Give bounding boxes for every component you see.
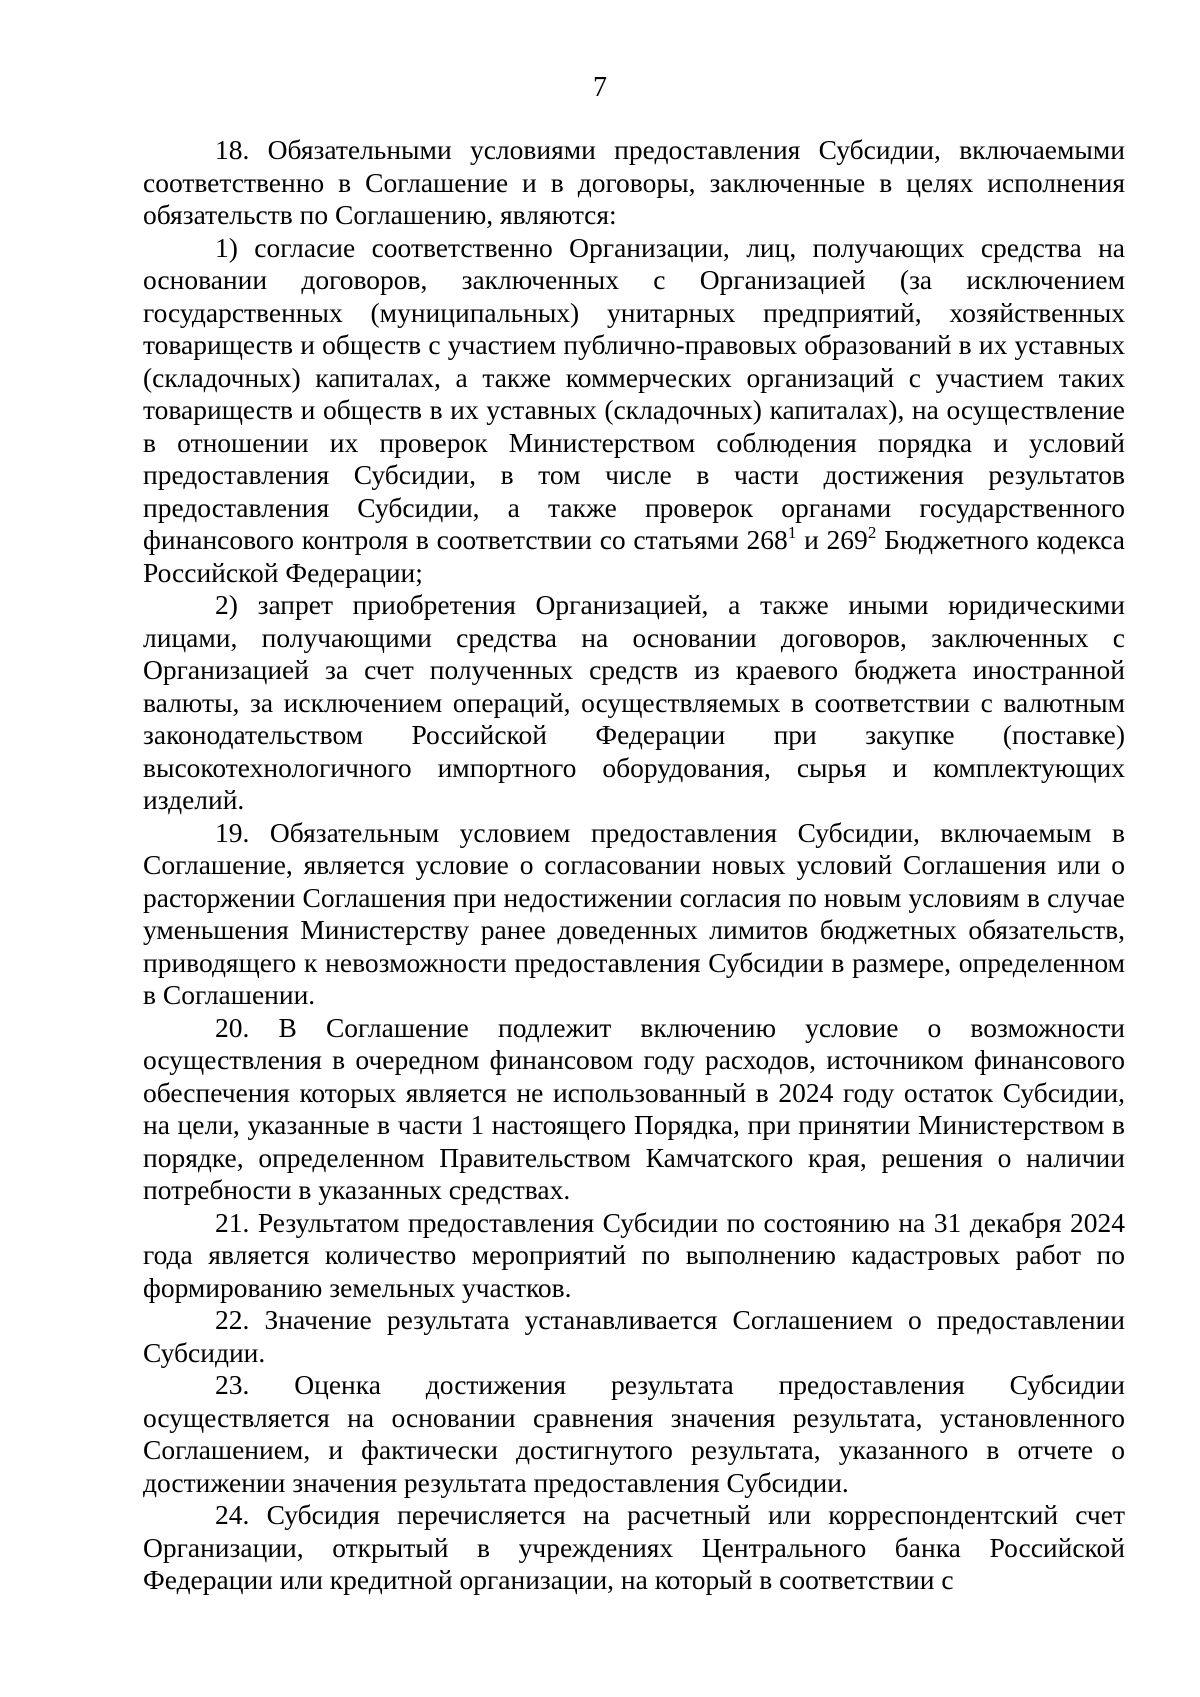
paragraph-23: 23. Оценка достижения результата предоставления Субсидии осуществляется на основании сравнения значения результата, установленного Соглашением, и фактически достигнутого результата, указанного в отчете о достижении значения результата предоставления Субсидии. <box>143 1369 1125 1498</box>
paragraph-22: 22. Значение результата устанавливается Соглашением о предоставлении Субсидии. <box>143 1304 1125 1368</box>
paragraph-19: 19. Обязательным условием предоставления Субсидии, включаемым в Соглашение, является условие о согласовании новых условий Соглашения или о расторжении Соглашения при недостижении согласия по новым условиям в случае уменьшения Министерству ранее доведенных лимитов бюджетных обязательств, приводящего к невозможности предоставления Субсидии в размере, определенном в Соглашении. <box>143 816 1125 1010</box>
page-number: 7 <box>593 72 607 103</box>
document-body <box>143 134 1125 1597</box>
paragraph-18-item-1 <box>143 232 1125 590</box>
paragraph-text: 1) согласие соответственно Организации, лиц, получающих средства на основании договоров, заключенных с Организацией (за исключением государственных (муниципальных) унитарных предприятий, хозяйственных товариществ и обществ с участием публично-правовых образований в их уставных (складочных) капиталах, а также коммерческих организаций с участием таких товариществ и обществ в их уставных (складочных) капиталах), на осуществление в отношении их проверок Министерством соблюдения порядка и условий предоставления Субсидии, в том числе в части достижения результатов предоставления Субсидии, а также проверок органами государственного финансового контроля в соответствии со статьями 268 <box>143 231 1125 555</box>
superscript: 2 <box>867 522 877 542</box>
paragraph-18-item-2: 2) запрет приобретения Организацией, а также иными юридическими лицами, получающими средства на основании договоров, заключенных с Организацией за счет полученных средств из краевого бюджета иностранной валюты, за исключением операций, осуществляемых в соответствии с валютным законодательством Российской Федерации при закупке (поставке) высокотехнологичного импортного оборудования, сырья и комплектующих изделий. <box>143 589 1125 815</box>
paragraph-24: 24. Субсидия перечисляется на расчетный или корреспондентский счет Организации, открытый в учреждениях Центрального банка Российской Федерации или кредитной организации, на который в соответствии с <box>143 1499 1125 1595</box>
paragraph-18: 18. Обязательными условиями предоставления Субсидии, включаемыми соответственно в Соглашение и в договоры, заключенные в целях исполнения обязательств по Соглашению, являются: <box>143 134 1125 230</box>
paragraph-21: 21. Результатом предоставления Субсидии по состоянию на 31 декабря 2024 года является количество мероприятий по выполнению кадастровых работ по формированию земельных участков. <box>143 1206 1125 1303</box>
paragraph-text: Бюджетного кодекса Российской Федерации; <box>143 524 1125 588</box>
paragraph-20: 20. В Соглашение подлежит включению условие о возможности осуществления в очередном финансовом году расходов, источником финансового обеспечения которых является не использованный в 2024 году остаток Субсидии, на цели, указанные в части 1 настоящего Порядка, при принятии Министерством в порядке, определенном Правительством Камчатского края, решения о наличии потребности в указанных средствах. <box>143 1011 1125 1205</box>
superscript: 1 <box>787 522 797 542</box>
paragraph-text: и 269 <box>796 524 868 555</box>
